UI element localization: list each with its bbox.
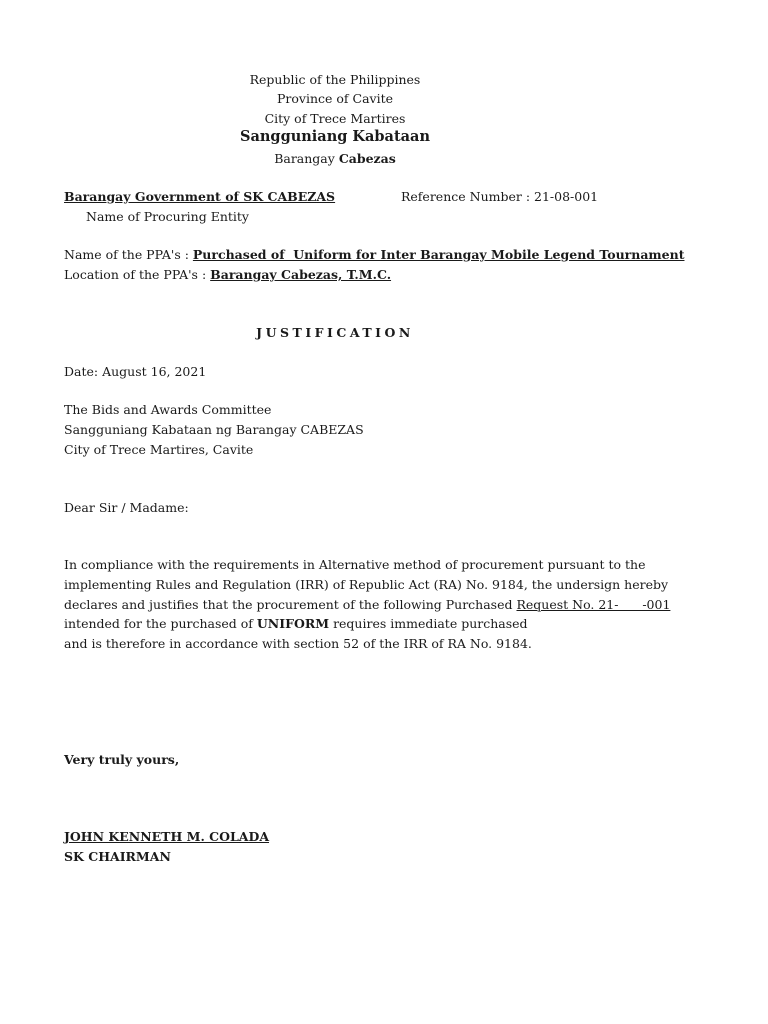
signatory-name: JOHN KENNETH M. COLADA: [64, 829, 270, 844]
reference-value: 21-08-001: [534, 189, 599, 204]
header-province: Province of Cavite: [276, 91, 393, 106]
body-line-4-suffix: requires immediate purchased: [333, 616, 528, 631]
body-line-3: [64, 597, 670, 613]
body-line-3-text: declares and justifies that the procurement of the following Purchased: [64, 597, 513, 612]
body-line-4: [64, 616, 528, 632]
ppa-name-value: Purchased of Uniform for Inter Barangay Mobile Legend Tournament: [192, 247, 685, 262]
addressee-line-2: Sangguniang Kabataan ng Barangay CABEZAS: [64, 422, 364, 437]
addressee-line-1: The Bids and Awards Committee: [64, 402, 272, 417]
ppa-name-label: Name of the PPA's :: [64, 247, 189, 262]
purchased-item: UNIFORM: [256, 616, 330, 631]
ppa-location-label: Location of the PPA's :: [64, 267, 207, 282]
signatory-position: SK CHAIRMAN: [64, 849, 171, 864]
header-barangay-prefix: Barangay: [274, 151, 335, 166]
ppa-name-line: [64, 247, 684, 263]
ppa-location-line: [64, 267, 391, 283]
header-country: Republic of the Philippines: [249, 72, 421, 87]
reference-number: [401, 189, 598, 205]
procuring-entity-caption: Name of Procuring Entity: [86, 209, 249, 224]
closing: Very truly yours,: [64, 752, 180, 767]
header-barangay: [0, 151, 670, 167]
header-title: Sangguniang Kabataan: [240, 128, 430, 145]
document-heading: JUSTIFICATION: [256, 325, 414, 340]
request-number: Request No. 21- -001: [516, 597, 671, 612]
body-line-5: and is therefore in accordance with section 52 of the IRR of RA No. 9184.: [64, 636, 532, 651]
body-line-4-text: intended for the purchased of: [64, 616, 253, 631]
addressee-line-3: City of Trece Martires, Cavite: [64, 442, 254, 457]
ppa-location-value: Barangay Cabezas, T.M.C.: [210, 267, 392, 282]
procuring-entity-name: Barangay Government of SK CABEZAS: [64, 189, 336, 204]
header-city: City of Trece Martires: [264, 111, 406, 126]
body-line-1: In compliance with the requirements in Alternative method of procurement pursuant to the: [64, 557, 646, 572]
salutation: Dear Sir / Madame:: [64, 500, 189, 515]
body-line-2: implementing Rules and Regulation (IRR) of Republic Act (RA) No. 9184, the undersign hereby: [64, 577, 669, 592]
letter-date: Date: August 16, 2021: [64, 364, 207, 379]
header-barangay-name: Cabezas: [338, 151, 396, 166]
reference-label: Reference Number :: [401, 189, 531, 204]
